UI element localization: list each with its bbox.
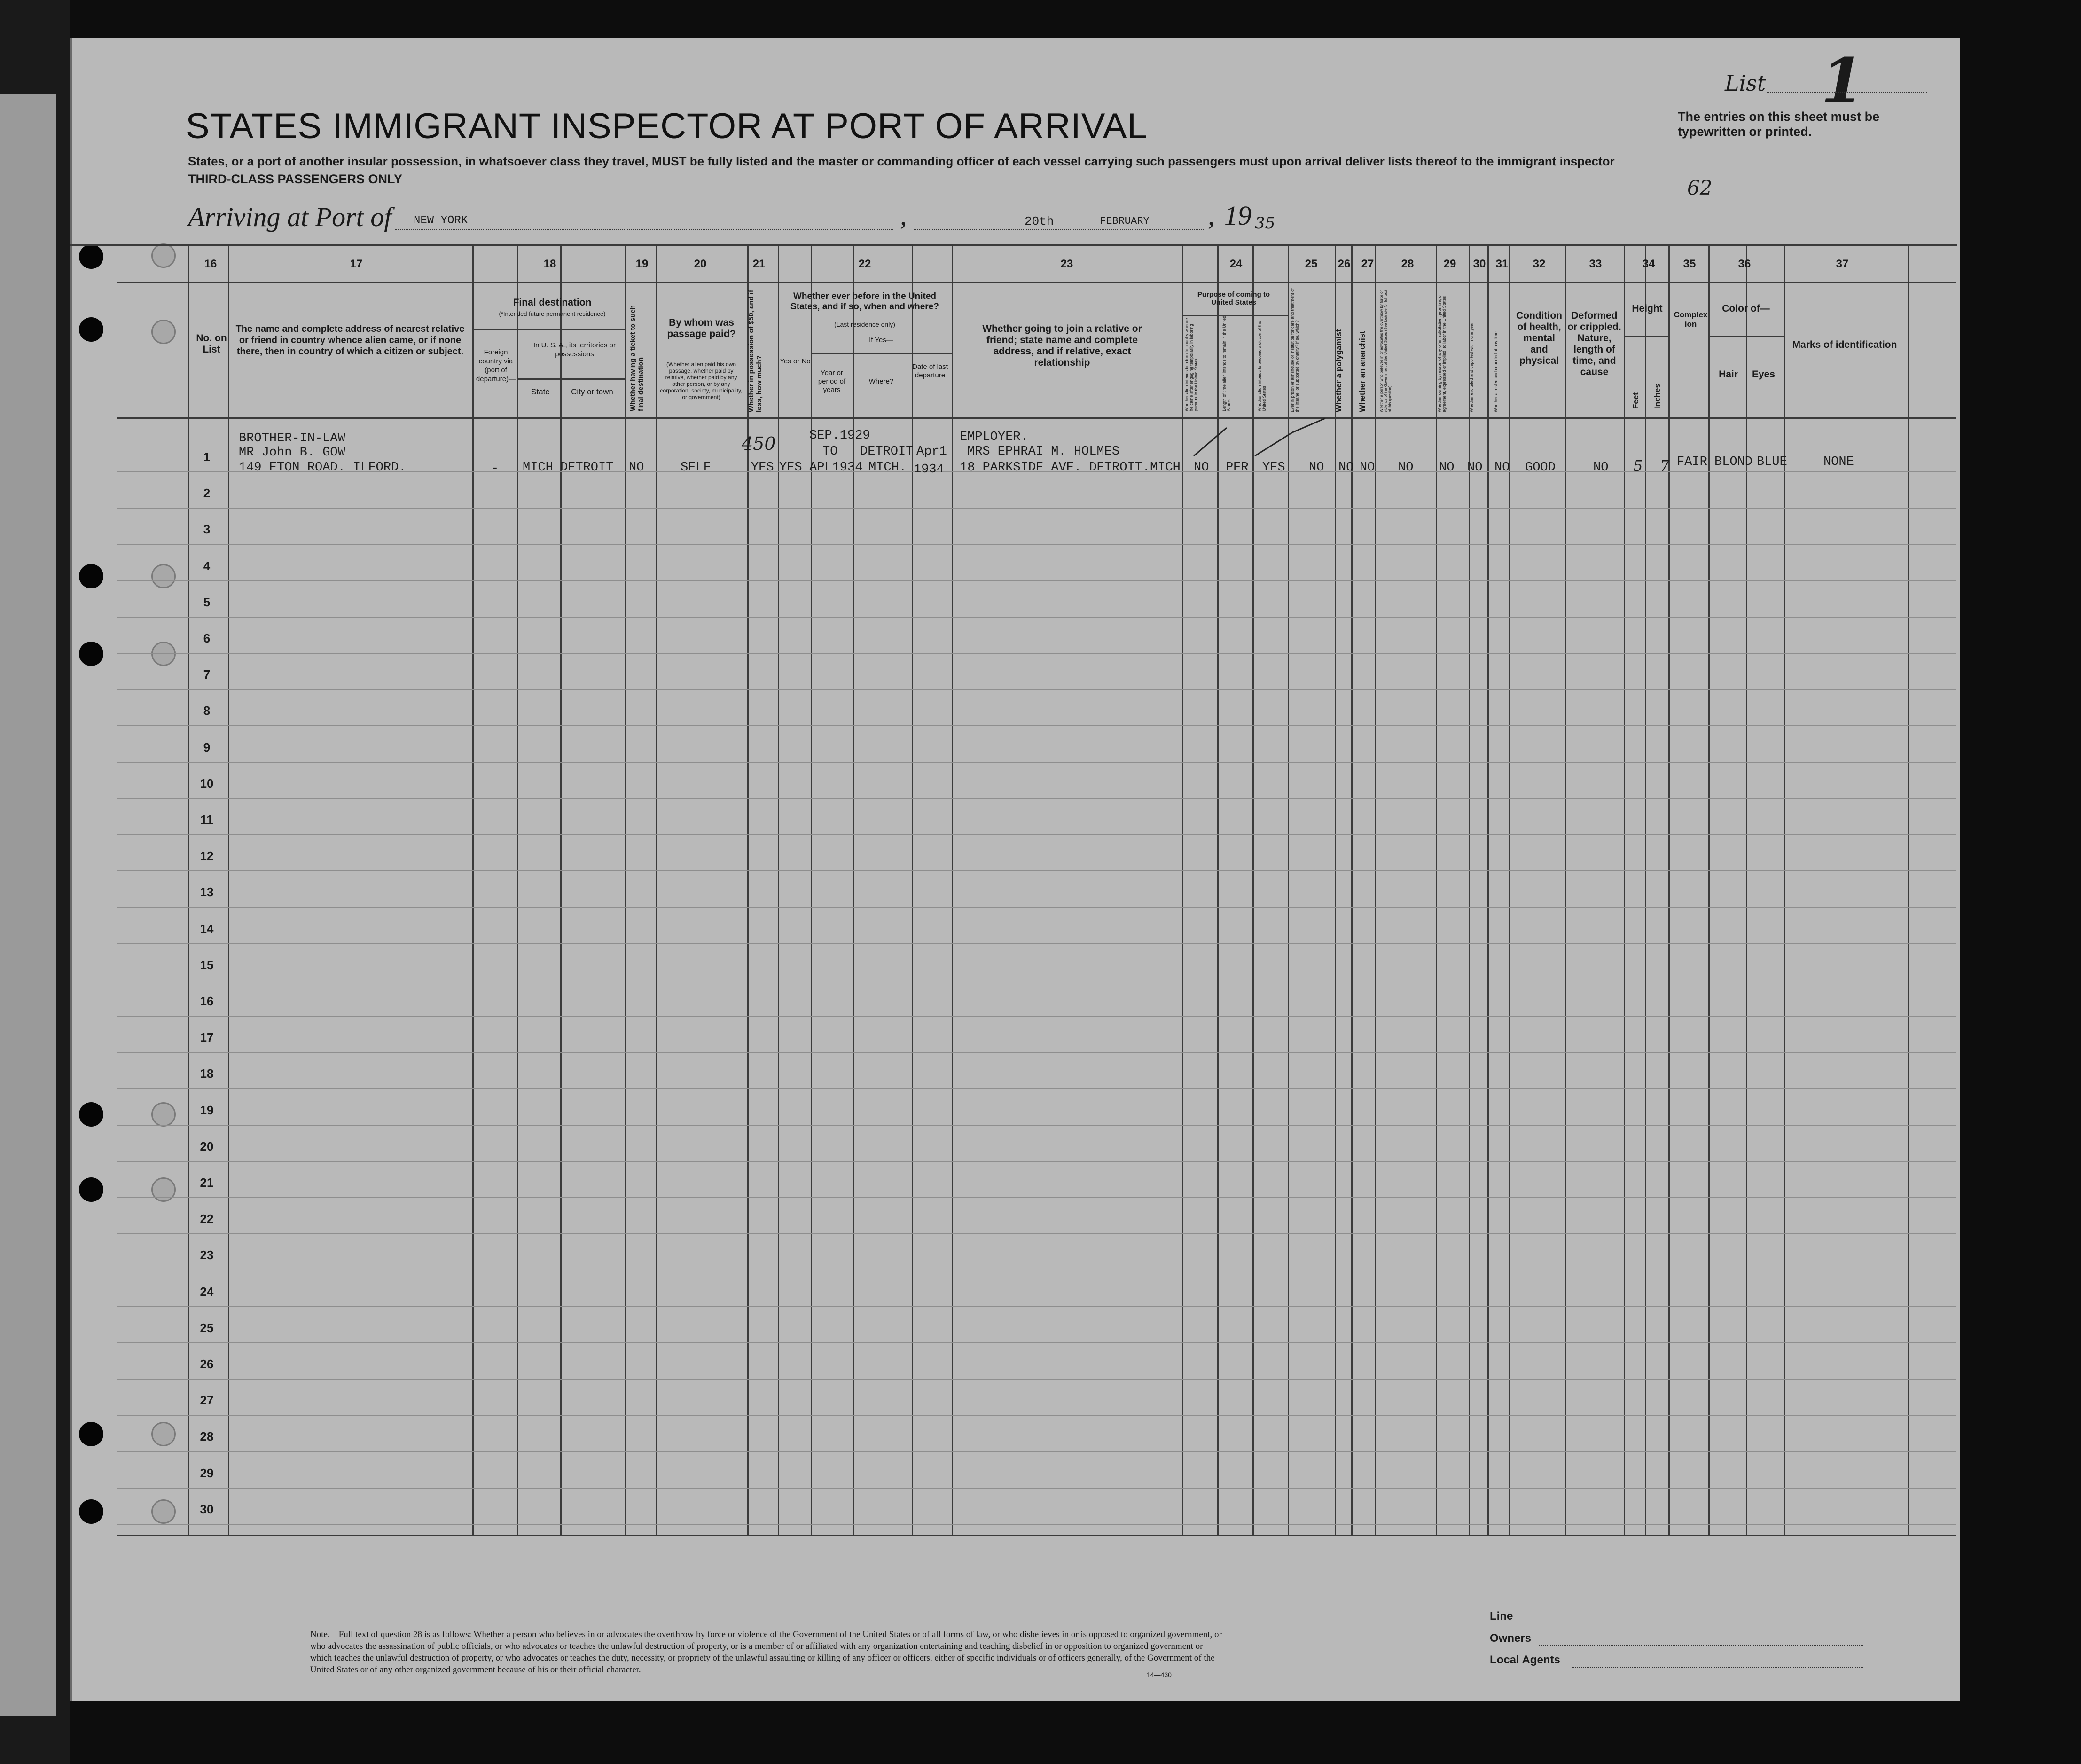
hdr-ticket: Whether having a ticket to such final destination [629, 305, 645, 411]
row-number: 15 [200, 957, 214, 972]
month-value: FEBRUARY [1100, 215, 1150, 227]
row-rule [117, 1415, 1956, 1416]
row-number: 1 [203, 450, 211, 464]
hdr-eyes: Eyes [1752, 369, 1776, 380]
row-number: 10 [200, 776, 214, 791]
cell-before-yes: YES [779, 461, 802, 475]
cell-relative-name: MR John B. GOW [239, 446, 345, 460]
column-divider [1746, 244, 1747, 1535]
cell-hair: BLOND [1714, 455, 1753, 469]
column-divider [656, 244, 657, 1535]
row-rule [117, 1016, 1956, 1017]
cell-before-period-3: APL1934 [809, 461, 863, 475]
hdr-before-in-us: Whether ever before in the United States, and if so, when and where? [790, 291, 939, 312]
punch-hole-ring [151, 642, 176, 666]
row-rule [117, 580, 1956, 581]
row-number: 16 [200, 994, 214, 1008]
hdr-purpose: Purpose of coming to United States [1197, 290, 1270, 306]
row-rule [117, 1524, 1956, 1525]
hdr-year-period: Year or period of years [818, 369, 846, 394]
table-top-border [70, 244, 1957, 246]
row-rule [117, 1306, 1956, 1307]
col-num-25: 25 [1305, 258, 1318, 270]
comma-separator: , [900, 200, 907, 231]
punch-hole-ring [151, 1177, 176, 1202]
row-number: 29 [200, 1466, 214, 1480]
row-rule [117, 1379, 1956, 1380]
punch-hole-ring [151, 1102, 176, 1127]
cell-join-1: EMPLOYER. [960, 430, 1028, 444]
cell-money-amount: 450 [742, 433, 776, 454]
cell-foreign-country: - [491, 462, 499, 476]
punch-hole [79, 642, 103, 666]
row-rule [117, 870, 1956, 871]
punch-hole-ring [151, 1499, 176, 1524]
row-number: 17 [200, 1030, 214, 1045]
row-number: 7 [203, 667, 211, 682]
cell-purpose-return: NO [1194, 461, 1209, 475]
col-num-20: 20 [694, 258, 707, 270]
hdr-final-destination: Final destination [513, 297, 592, 308]
row-rule [117, 689, 1956, 690]
hdr-if-yes: If Yes— [869, 336, 893, 344]
row-rule [117, 1451, 1956, 1452]
hdr-color-of: Color of— [1722, 303, 1770, 314]
column-divider [1624, 244, 1625, 1535]
hdr-purpose-length: Length of time alien intends to remain in the United States [1222, 315, 1231, 411]
hdr-city: City or town [571, 387, 613, 396]
row-rule [117, 1233, 1956, 1234]
footnote: Note.—Full text of question 28 is as follows: Whether a person who believes in or advocates the overthrow by force or violence of the Government of the United States or of all forms of law, or who disbelieves in or is opposed to organized government, or who advocates the assassination of public officials, or who advocates or teaches the unlawful destruction of property, or is a member of or affiliated with any organization entertaining and teaching disbelief in or opposition to organized government or which teaches the unlawful destruction of property, or who advocates or teaches the duty, necessity, or propriety of the unlawful assaulting or killing of any officer or officers, either of specific individuals or of officers generally, of the Government of the United States or of any other organized government because of his or their official character. [310, 1630, 1222, 1675]
check-mark [1255, 432, 1292, 456]
hdr-marks: Marks of identification [1792, 339, 1897, 350]
row-number: 11 [200, 813, 213, 827]
column-divider [472, 244, 474, 1535]
col-num-33: 33 [1589, 258, 1602, 270]
row-number: 22 [200, 1212, 214, 1226]
cell-state: MICH [523, 461, 553, 475]
row-rule [117, 1197, 1956, 1198]
hdr-money: Whether in possession of $50, and if less, how much? [747, 290, 763, 412]
punch-hole [79, 317, 103, 342]
row-rule [117, 725, 1956, 726]
header-subdivider [1708, 336, 1784, 337]
cell-purpose-length: PER [1226, 461, 1249, 475]
form-number: 14—430 [1147, 1671, 1172, 1678]
arriving-label: Arriving at Port of [188, 202, 392, 232]
typewritten-instructions: The entries on this sheet must be typewritten or printed. [1678, 110, 1880, 139]
column-divider [1487, 244, 1489, 1535]
column-divider [625, 244, 626, 1535]
check-mark [1292, 418, 1325, 432]
row-rule [117, 1052, 1956, 1053]
row-rule [117, 1088, 1956, 1089]
hdr-date-departure: Date of last departure [912, 363, 948, 379]
hdr-height: Height [1632, 303, 1663, 314]
column-divider [1645, 244, 1646, 1535]
hdr-excluded: Whether excluded and deported within one year [1469, 322, 1474, 412]
col-num-19: 19 [635, 258, 649, 270]
hdr-yes-or-no: Yes or No [780, 357, 811, 365]
row-number: 6 [203, 631, 211, 645]
row-number: 3 [203, 522, 211, 537]
row-number: 23 [200, 1248, 214, 1262]
punch-hole-ring [151, 1422, 176, 1446]
row-rule [117, 1488, 1956, 1489]
cell-prison: NO [1309, 461, 1324, 475]
page-subtitle: States, or a port of another insular possession, in whatsoever class they travel, MUST be fully listed and the master or commanding officer of each vessel carrying such passengers must upon arrival deliver lists thereof to the immigrant inspector [188, 154, 1615, 168]
cell-feet: 5 [1633, 457, 1643, 475]
col-num-31: 31 [1495, 258, 1509, 270]
col-num-36: 36 [1738, 258, 1751, 270]
hdr-overthrow: Whether a person who believes in or advocates the overthrow by force or violence of the Government of the United States (See footnote for full text of this question) [1379, 290, 1392, 412]
header-number-row-line [117, 282, 1956, 283]
hdr-prison: Ever in prison or almshouse or institution for care and treatment of the insane, or supported by charity? If so, which? [1290, 288, 1299, 412]
date-line [914, 229, 1205, 230]
local-agents-label: Local Agents [1490, 1654, 1560, 1666]
cell-relative-relation: BROTHER-IN-LAW [239, 431, 345, 446]
hdr-going-to-join: Whether going to join a relative or friend; state name and complete address, and if relative, exact relationship [982, 323, 1142, 368]
hdr-foreign-country: Foreign country via (port of departure)— [476, 348, 516, 383]
column-divider [1351, 244, 1353, 1535]
page-number: 62 [1687, 176, 1713, 199]
column-divider [1182, 244, 1183, 1535]
column-divider [1908, 244, 1909, 1535]
column-divider [1708, 244, 1710, 1535]
cell-join-2: MRS EPHRAI M. HOLMES [967, 445, 1120, 459]
row-number: 21 [200, 1176, 214, 1190]
row-number: 27 [200, 1393, 214, 1408]
cell-before-period-2: TO [822, 445, 838, 459]
hdr-passage-note: (Whether alien paid his own passage, whether paid by relative, whether paid by any other person, or by any corporation, society, municipality, or government) [660, 361, 743, 400]
col-num-37: 37 [1836, 258, 1849, 270]
row-number: 14 [200, 921, 214, 936]
header-subdivider [1624, 336, 1668, 337]
hdr-feet: Feet [1631, 392, 1640, 409]
col-num-30: 30 [1473, 258, 1486, 270]
hdr-final-dest-note: (*Intended future permanent residence) [499, 310, 606, 317]
row-rule [117, 798, 1956, 799]
row-rule [117, 653, 1956, 654]
cell-before-date-1: Apr1 [916, 445, 947, 459]
col-num-27: 27 [1361, 258, 1374, 270]
cell-deported: NO [1494, 461, 1510, 475]
column-divider [912, 244, 913, 1535]
column-divider [188, 244, 189, 1535]
cell-inches: 7 [1660, 457, 1670, 475]
header-subdivider [517, 378, 625, 380]
col-num-32: 32 [1533, 258, 1546, 270]
column-divider [228, 244, 229, 1535]
column-divider [1436, 244, 1437, 1535]
hdr-relative-address: The name and complete address of nearest relative or friend in country whence alien came, or if none there, then in country of which a citizen or subject. [235, 324, 465, 357]
hdr-inches: Inches [1653, 384, 1662, 409]
row-rule [117, 943, 1956, 944]
column-divider [778, 244, 779, 1535]
col-num-17: 17 [350, 258, 363, 270]
hdr-last-residence: (Last residence only) [834, 321, 895, 328]
col-num-24: 24 [1229, 258, 1243, 270]
cell-ticket: NO [629, 461, 644, 475]
check-mark [1194, 428, 1227, 456]
column-divider [1509, 244, 1510, 1535]
punch-hole [79, 564, 103, 588]
row-number: 26 [200, 1357, 214, 1371]
hdr-polygamist: Whether a polygamist [1334, 329, 1343, 412]
page-title: STATES IMMIGRANT INSPECTOR AT PORT OF ARRIVAL [186, 106, 1148, 146]
punch-hole-ring [151, 243, 176, 268]
col-num-21: 21 [752, 258, 766, 270]
hdr-purpose-return: Whether alien intends to return to country whence he came after engaging temporarily in laboring pursuits in the United States [1184, 318, 1198, 411]
row-number: 25 [200, 1320, 214, 1335]
column-divider [1375, 244, 1376, 1535]
year-suffix: 35 [1255, 214, 1275, 233]
col-num-26: 26 [1338, 258, 1351, 270]
class-line: THIRD-CLASS PASSENGERS ONLY [188, 172, 403, 186]
row-number: 13 [200, 885, 214, 900]
column-divider [1469, 244, 1470, 1535]
row-number: 4 [203, 558, 211, 573]
header-subdivider [811, 353, 952, 354]
column-divider [1565, 244, 1566, 1535]
adjacent-page-fragment [0, 94, 56, 1716]
row-rule [117, 1161, 1956, 1162]
cell-before-where-2: MICH. [868, 461, 907, 475]
hdr-purpose-citizen: Whether alien intends to become a citizen of the United States [1257, 321, 1267, 411]
year-prefix: 19 [1224, 200, 1252, 231]
column-divider [560, 244, 562, 1535]
hdr-passage-paid: By whom was passage paid? [667, 317, 736, 339]
punch-hole-ring [151, 564, 176, 588]
owners-label: Owners [1490, 1632, 1532, 1645]
punch-hole [79, 1499, 103, 1524]
hdr-where: Where? [868, 377, 894, 385]
punch-hole [79, 1177, 103, 1202]
cell-before-where-1: DETROIT [860, 445, 914, 459]
line-label: Line [1490, 1610, 1513, 1623]
row-number: 20 [200, 1139, 214, 1153]
hdr-no-on-list: No. on List [196, 333, 227, 355]
row-number: 28 [200, 1429, 214, 1444]
row-number: 2 [203, 486, 211, 501]
punch-hole [79, 1102, 103, 1127]
col-num-18: 18 [543, 258, 556, 270]
row-number: 24 [200, 1284, 214, 1299]
col-num-29: 29 [1443, 258, 1456, 270]
hdr-anarchist: Whether an anarchist [1358, 331, 1367, 412]
col-num-16: 16 [204, 258, 217, 270]
row-rule [117, 617, 1956, 618]
row-number: 5 [203, 595, 211, 609]
cell-excluded: NO [1467, 461, 1483, 475]
cell-marks: NONE [1823, 455, 1854, 469]
col-num-23: 23 [1060, 258, 1073, 270]
header-subdivider [472, 329, 625, 330]
cell-anarchist: NO [1360, 461, 1375, 475]
row-rule [117, 834, 1956, 835]
list-number: 1 [1821, 45, 1864, 117]
punch-hole [79, 1422, 103, 1446]
cell-overthrow: NO [1398, 461, 1414, 475]
cell-money: YES [751, 461, 774, 475]
port-line [395, 229, 893, 230]
col-num-34: 34 [1642, 258, 1655, 270]
hdr-deported: Whether arrested and deported at any time [1494, 331, 1498, 412]
list-number-line [1767, 92, 1927, 93]
day-value: 20th [1025, 214, 1054, 228]
left-margin-strip [0, 0, 70, 1764]
hdr-state: State [531, 387, 550, 396]
cell-complexion: FAIR [1677, 455, 1707, 469]
row-rule [117, 508, 1956, 509]
cell-passage: SELF [681, 461, 711, 475]
owners-field [1539, 1645, 1863, 1646]
comma-separator-2: , [1208, 200, 1215, 231]
column-divider [952, 244, 953, 1535]
col-num-22: 22 [858, 258, 871, 270]
row-number: 9 [203, 740, 211, 754]
hdr-contract: Whether coming by reason of any offer, solicitation, promise, or agreement, expressed or implied, to labor in the United States [1437, 294, 1447, 412]
row-number: 18 [200, 1066, 214, 1081]
hdr-health: Condition of health, mental and physical [1516, 310, 1562, 366]
punch-hole-ring [151, 320, 176, 344]
cell-join-3: 18 PARKSIDE AVE. DETROIT.MICH [960, 461, 1181, 475]
list-label: List [1725, 71, 1766, 96]
row-number: 30 [200, 1502, 214, 1516]
header-bottom-line [117, 417, 1956, 419]
column-divider [517, 244, 518, 1535]
row-number: 12 [200, 849, 214, 863]
cell-before-date-2: 1934 [914, 463, 944, 477]
cell-contract: NO [1439, 461, 1455, 475]
hdr-deformed: Deformed or crippled. Nature, length of time, and cause [1567, 310, 1621, 377]
cell-eyes: BLUE [1757, 455, 1787, 469]
col-num-35: 35 [1683, 258, 1696, 270]
column-divider [1335, 244, 1336, 1535]
hdr-hair: Hair [1719, 369, 1738, 380]
cell-deformed: NO [1593, 461, 1609, 475]
port-value: NEW YORK [414, 214, 468, 227]
cell-health: GOOD [1525, 461, 1556, 475]
cell-before-period-1: SEP.1929 [809, 429, 870, 443]
check-marks [1184, 414, 1335, 461]
row-number: 19 [200, 1103, 214, 1117]
cell-polygamist: NO [1338, 461, 1354, 475]
row-rule [117, 1342, 1956, 1343]
row-rule [117, 544, 1956, 545]
row-number: 8 [203, 704, 211, 718]
column-divider [1668, 244, 1670, 1535]
hdr-complexion: Complexion [1674, 310, 1708, 329]
row-rule [117, 762, 1956, 763]
cell-city: DETROIT [560, 461, 614, 475]
cell-purpose-citizen: YES [1262, 461, 1285, 475]
table-bottom-line [117, 1535, 1956, 1536]
col-num-28: 28 [1401, 258, 1414, 270]
column-divider [1784, 244, 1785, 1535]
row-rule [117, 907, 1956, 908]
hdr-usa-territories: In U. S. A., its territories or possessions [533, 341, 616, 358]
cell-relative-address: 149 ETON ROAD. ILFORD. [239, 461, 407, 475]
punch-hole [79, 244, 103, 269]
local-agents-field [1572, 1667, 1863, 1668]
row-rule [117, 1125, 1956, 1126]
